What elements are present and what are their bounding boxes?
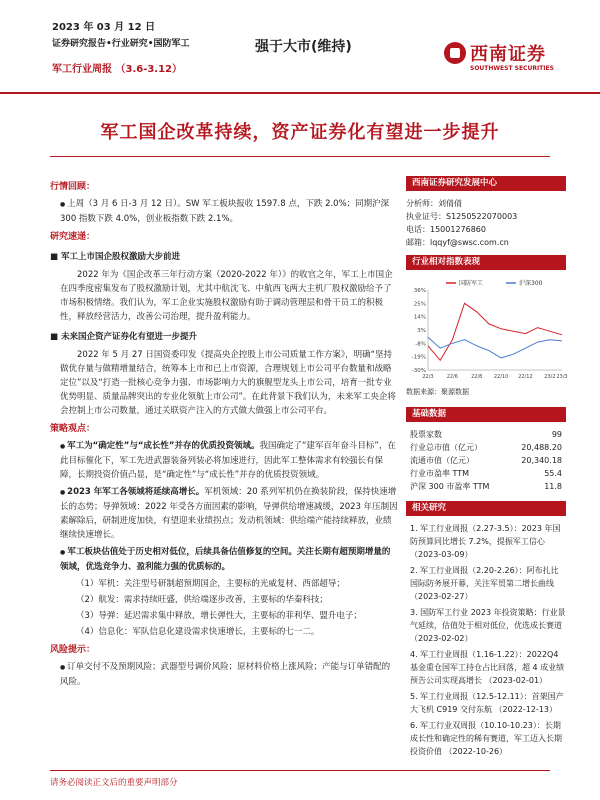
related-heading: 相关研究 (406, 501, 566, 516)
x-tick-label: 22/10 (493, 374, 509, 380)
news-heading: 研究速递： (50, 232, 96, 242)
strategy-point-1-bold: 军工为“确定性”与“成长性”并存的优质投资领域。 (67, 441, 260, 451)
email[interactable]: 邮箱：lqqyf@swsc.com.cn (406, 238, 509, 247)
rating: 强于大市(维持) (255, 39, 352, 55)
report-date: 2023 年 03 月 12 日 (52, 22, 156, 33)
x-tick-label: 23/2 (544, 374, 556, 380)
x-tick-label: 22/12 (518, 374, 533, 380)
sidebar (406, 176, 566, 761)
strategy-heading: 策略观点： (50, 424, 96, 434)
strategy-point-3: ● 军工板块估值处于历史相对低位，后续具备估值修复的空间。关注长期有超预期增量的领域，优选竞争力、盈利能力强的优质标的。 (60, 545, 398, 574)
x-tick-label: 22/3 (422, 374, 434, 380)
logo-text-cn: 西南证券 (470, 44, 546, 65)
related-report[interactable]: 3. 国防军工行业 2023 年投资策略：行业景气延续，估值处于相对低位，优选成长赛道 （2023-02-02） (410, 608, 566, 643)
stat-row (406, 467, 566, 480)
y-tick-label: 3% (417, 328, 426, 334)
strategy-point-2 (60, 485, 398, 542)
news1-title: ■ 军工上市国企股权激励大步前进 (50, 250, 398, 264)
header-divider (0, 92, 600, 94)
x-tick-label: 22/6 (446, 374, 458, 380)
logo-icon (444, 42, 466, 64)
stat-label: 行业总市值（亿元） (410, 443, 482, 452)
stat-row (406, 428, 566, 441)
weekly-label: 军工行业周报 （3.6-3.12） (52, 64, 183, 75)
stats-heading: 基础数据 (406, 407, 566, 422)
relative-index-chart (406, 276, 566, 386)
y-tick-label: 25% (413, 301, 426, 308)
list-item: （4）信息化：军队信息化建设需求快速增长，主要标的七一二。 (76, 627, 320, 637)
list-item: （3）导弹：延迟需求集中释放，增长弹性大，主要标的菲利华、盟升电子； (76, 611, 362, 621)
team-heading: 西南证券研究发展中心 (406, 176, 566, 191)
footer-divider (50, 770, 550, 771)
related-report[interactable]: 6. 军工行业双周报（10.10-10.23）：长期成长性和确定性的稀有赛道，军工迈入长期投资价值 （2022-10-26） (410, 721, 562, 756)
y-tick-label: 36% (413, 288, 426, 294)
stat-value: 55.4 (544, 469, 562, 478)
stat-row (406, 441, 566, 454)
stat-value: 20,340.18 (521, 456, 562, 465)
stat-value: 11.8 (544, 482, 562, 491)
strategy-point-1 (60, 439, 398, 482)
title-divider (50, 156, 550, 157)
stat-value: 99 (551, 430, 562, 439)
news1-text: 2022 年为《国企改革三年行动方案（2020-2022 年）》的收官之年，军工上市国企在四季度密集发布了股权激励计划，尤其中航沈飞、中航西飞两大主机厂股权激励给予了市场积极情绪。我们认为，军工企业实施股权激励有助于调动管理层和骨干员工的积极性，释放经营活力，改善公司治理，提升盈利能力。 (60, 270, 393, 322)
risk-heading: 风险提示： (50, 645, 96, 655)
strategy-point-1-text: 我国确定了“建军百年奋斗目标”，在此目标催化下，军工先进武器装备列装必将加速进行，因此军工整体需求有较强长有保障，长期投资价值凸显，是“确定性”与“成长性”并存的优质投资领域。 (60, 441, 396, 480)
stat-label: 行业市盈率 TTM (410, 469, 470, 478)
perf-heading: 行业相对指数表现 (406, 255, 566, 270)
analyst: 分析师：刘倩倩 (406, 199, 462, 208)
review-text: ● 上周（3 月 6 日-3 月 12 日）。SW 军工板块报收 1597.8 点，下跌 2.0%；同期沪深 300 指数下跌 4.0%，创业板指数下跌 2.1%。 (60, 197, 398, 226)
series-line-defense (428, 303, 562, 360)
stat-label: 流通市值（亿元） (410, 456, 474, 465)
review-heading: 行情回顾： (50, 182, 96, 192)
y-tick-label: 14% (413, 314, 426, 321)
chart-source: 数据来源：聚源数据 (406, 388, 469, 396)
footer-disclaimer: 请务必阅读正文后的重要声明部分 (50, 778, 178, 788)
phone: 电话：15001276860 (406, 225, 486, 234)
chart-svg (406, 276, 566, 386)
news2-title: ■ 未来国企资产证券化有望进一步提升 (50, 330, 398, 344)
company-logo (444, 38, 564, 78)
y-tick-label: -8% (415, 341, 426, 348)
report-title: 军工国企改革持续，资产证券化有望进一步提升 (100, 122, 500, 143)
stat-label: 沪深 300 市盈率 TTM (410, 482, 490, 491)
list-item: （1）军机：关注型号研制超预期国企，主要标的光威复材、西部超导； (76, 579, 345, 589)
related-report[interactable]: 4. 军工行业周报（1.16-1.22）：2022Q4 基金重仓国军工持仓占比回落，超 4 成业绩预告公司实现高增长 （2023-02-01） (410, 650, 565, 685)
stat-label: 股票家数 (410, 430, 442, 439)
stat-row (406, 454, 566, 467)
related-report[interactable]: 1. 军工行业周报（2.27-3.5）：2023 年国防预算同比增长 7.2%，提振军工信心 （2023-03-09） (410, 524, 561, 559)
license: 执业证号：S1250522070003 (406, 212, 518, 221)
stat-row (406, 480, 566, 493)
news2-text: 2022 年 5 月 27 日国资委印发《提高央企控股上市公司质量工作方案》，明确“坚持做优存量与做精增量结合，统筹本上市和已上市资源，合理规划上市公司平台数量和战略定位”以及“打造一批核心竞争力强、市场影响力大的旗舰型龙头上市公司，培育一批专业优势明显、质量品牌突出的专业化领航上市公司”。在此背景下我们认为，未来军工央企将会控制上市公司数量，通过关联资产注入的方式做大做强上市公司平台。 (60, 350, 396, 416)
x-tick-label: 22/8 (471, 374, 483, 380)
legend-label: 国防军工 (459, 280, 484, 287)
list-item: （2）航发：需求持续旺盛，供给端逐步改善，主要标的华秦科技； (76, 595, 328, 605)
legend-label: 沪深300 (519, 280, 543, 287)
strategy-point-2-text: 军机领域：20 系列军机仍在换装阶段，保持快速增长的态势；导弹领域：2022 年受各方面因素的影响，导弹供给增速减缓，2023 年压制因素解除后，研制进度加快，有望迎来业绩拐点；发动机领域：供给端产能持续释放，业绩继续快速增长。 (60, 487, 398, 540)
y-tick-label: -30% (411, 368, 426, 374)
strategy-point-2-bold: 2023 年军工各领域将延续高增长。 (67, 487, 205, 497)
risk-text: ● 订单交付不及预期风险；武器型号调价风险；原材料价格上涨风险；产能与订单错配的风险。 (60, 660, 398, 689)
y-tick-label: -19% (411, 354, 426, 361)
related-report[interactable]: 2. 军工行业周报（2.20-2.26）：阿布扎比国际防务展开幕，关注军贸第二增长曲线 （2023-02-27） (410, 566, 559, 601)
main-column (50, 176, 398, 692)
report-type: 证券研究报告•行业研究•国防军工 (52, 39, 190, 49)
logo-text-en: SOUTHWEST SECURITIES (470, 65, 554, 72)
stat-value: 20,488.20 (521, 443, 562, 452)
related-report[interactable]: 5. 军工行业周报（12.5-12.11）：首架国产大飞机 C919 交付东航 （2022-12-13） (410, 692, 564, 714)
x-tick-label: 23/3 (556, 374, 568, 380)
